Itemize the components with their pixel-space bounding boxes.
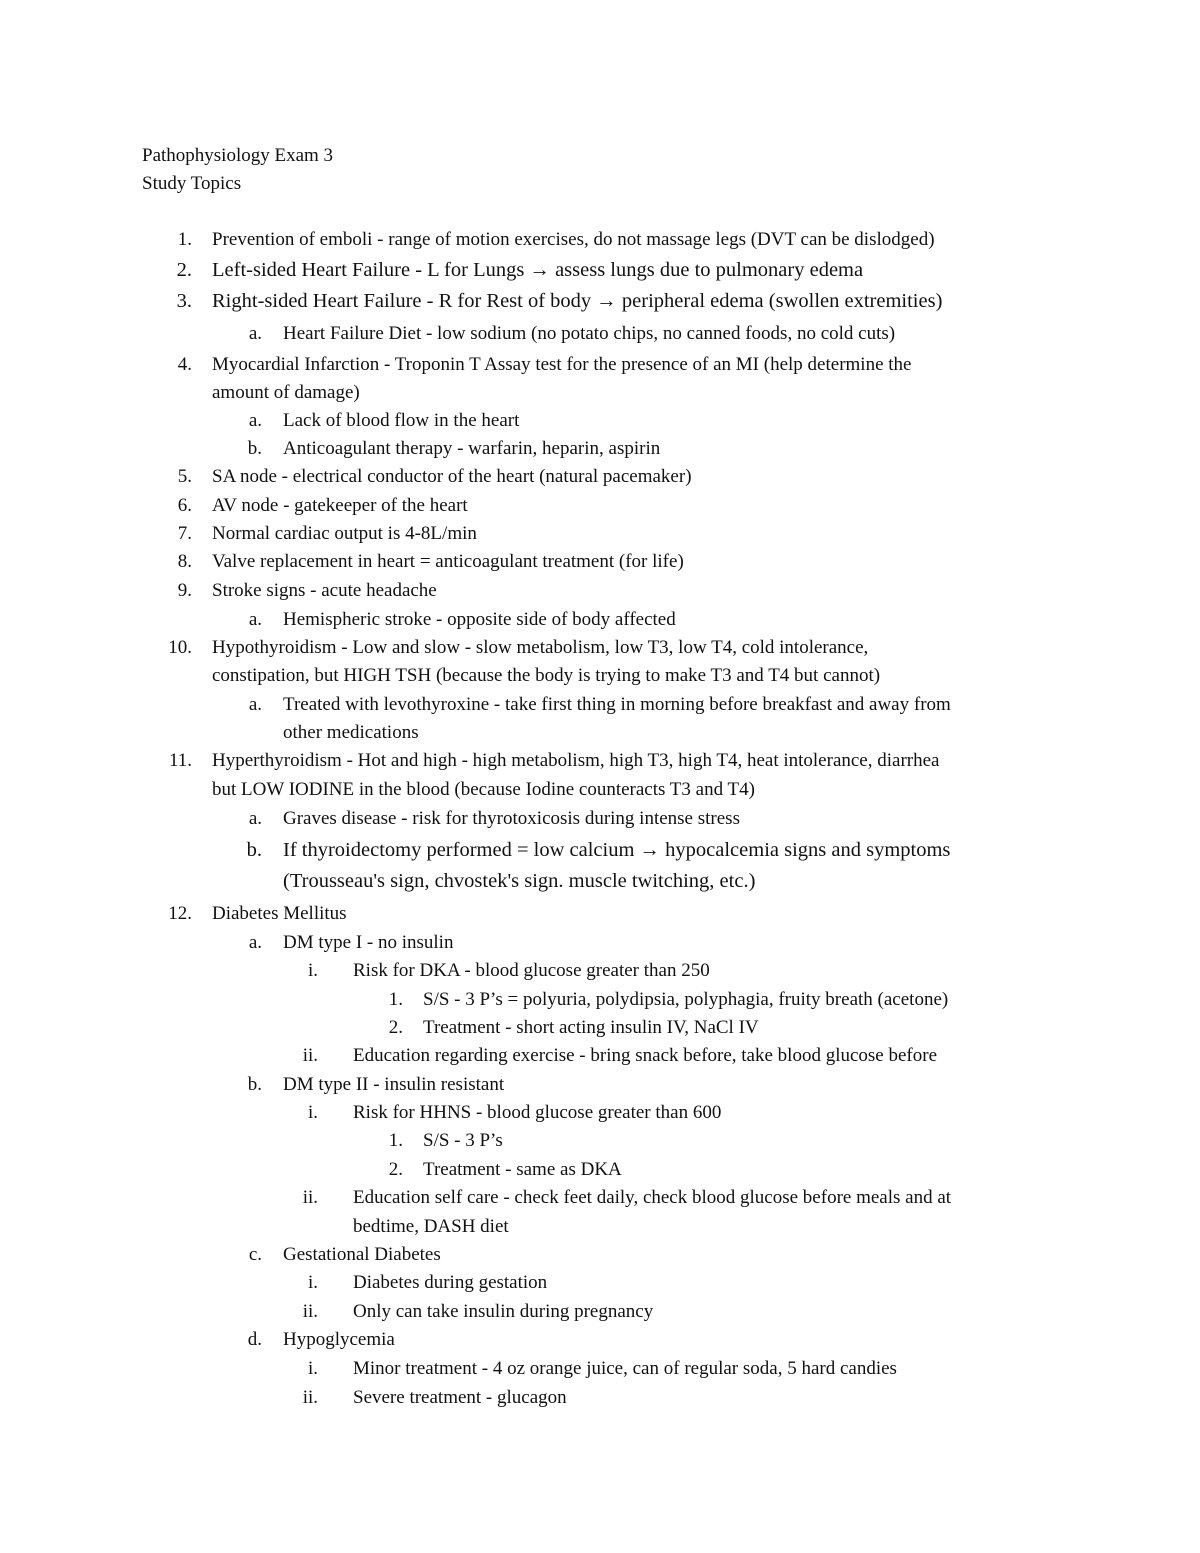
list-item-marker: 1. xyxy=(177,229,192,250)
document-title: Pathophysiology Exam 3 xyxy=(142,145,334,166)
sub-sub-sub-item-marker: 2. xyxy=(388,1017,403,1038)
list-item-text: Diabetes Mellitus xyxy=(212,903,347,924)
list-item-marker: 2. xyxy=(176,259,192,281)
sub-sub-item-marker: i. xyxy=(307,1102,318,1123)
sub-item-text: DM type II - insulin resistant xyxy=(283,1074,505,1095)
list-item-marker: 7. xyxy=(177,523,192,544)
sub-sub-item-text: Risk for HHNS - blood glucose greater than 600 xyxy=(353,1102,722,1123)
sub-sub-item-text: bedtime, DASH diet xyxy=(353,1216,509,1237)
list-item-marker: 5. xyxy=(177,466,192,487)
sub-item-text: Hemispheric stroke - opposite side of body affected xyxy=(283,609,676,630)
sub-sub-item-marker: ii. xyxy=(302,1187,318,1208)
list-item-text: AV node - gatekeeper of the heart xyxy=(212,495,468,516)
sub-item-marker: b. xyxy=(246,839,262,861)
sub-item-marker: a. xyxy=(248,609,262,630)
sub-sub-item-marker: i. xyxy=(307,1358,318,1379)
list-item-text: Stroke signs - acute headache xyxy=(212,580,437,601)
sub-sub-item-text: Education self care - check feet daily, check blood glucose before meals and at xyxy=(353,1187,952,1208)
sub-sub-item-text: Education regarding exercise - bring snack before, take blood glucose before xyxy=(353,1045,938,1066)
sub-item-text: Treated with levothyroxine - take first thing in morning before breakfast and away from xyxy=(283,694,951,715)
list-item-text: but LOW IODINE in the blood (because Iodine counteracts T3 and T4) xyxy=(212,779,755,800)
list-item-marker: 11. xyxy=(168,750,192,771)
sub-item-text: If thyroidectomy performed = low calcium → hypocalcemia signs and symptoms xyxy=(283,839,951,861)
sub-sub-item-marker: i. xyxy=(307,1272,318,1293)
list-item-text: Valve replacement in heart = anticoagulant treatment (for life) xyxy=(212,551,684,572)
sub-item-text: other medications xyxy=(283,722,419,743)
list-item-text: Prevention of emboli - range of motion exercises, do not massage legs (DVT can be dislodged) xyxy=(212,229,935,250)
sub-sub-item-marker: i. xyxy=(307,960,318,981)
sub-sub-item-text: Severe treatment - glucagon xyxy=(353,1387,567,1408)
sub-item-text: Lack of blood flow in the heart xyxy=(283,410,520,431)
list-item-marker: 4. xyxy=(177,354,192,375)
sub-item-marker: d. xyxy=(247,1329,262,1350)
list-item-text: Left-sided Heart Failure - L for Lungs → assess lungs due to pulmonary edema xyxy=(212,259,864,281)
sub-item-marker: b. xyxy=(247,1074,262,1095)
sub-item-marker: a. xyxy=(248,323,262,344)
list-item-text: amount of damage) xyxy=(212,382,360,403)
sub-item-text: DM type I - no insulin xyxy=(283,932,454,953)
list-item-marker: 10. xyxy=(168,637,192,658)
sub-item-marker: a. xyxy=(248,932,262,953)
list-item-text: Right-sided Heart Failure - R for Rest of body → peripheral edema (swollen extremities) xyxy=(212,290,943,312)
sub-item-marker: a. xyxy=(248,808,262,829)
sub-item-text: Graves disease - risk for thyrotoxicosis during intense stress xyxy=(283,808,740,829)
list-item-text: constipation, but HIGH TSH (because the body is trying to make T3 and T4 but cannot) xyxy=(212,665,881,686)
sub-sub-sub-item-text: S/S - 3 P’s = polyuria, polydipsia, polyphagia, fruity breath (acetone) xyxy=(423,989,949,1010)
list-item-marker: 9. xyxy=(177,580,192,601)
sub-item-text: Anticoagulant therapy - warfarin, heparin, aspirin xyxy=(283,438,661,459)
sub-sub-sub-item-text: Treatment - same as DKA xyxy=(423,1159,622,1180)
list-item-text: Normal cardiac output is 4-8L/min xyxy=(212,523,477,544)
sub-sub-item-marker: ii. xyxy=(302,1301,318,1322)
list-item-text: Hypothyroidism - Low and slow - slow metabolism, low T3, low T4, cold intolerance, xyxy=(212,637,869,658)
sub-sub-item-marker: ii. xyxy=(302,1387,318,1408)
list-item-text: SA node - electrical conductor of the heart (natural pacemaker) xyxy=(212,466,692,487)
sub-sub-sub-item-text: S/S - 3 P’s xyxy=(423,1130,503,1151)
sub-item-marker: b. xyxy=(247,438,262,459)
sub-sub-sub-item-marker: 1. xyxy=(388,989,403,1010)
list-item-marker: 6. xyxy=(177,495,192,516)
sub-sub-sub-item-marker: 1. xyxy=(388,1130,403,1151)
sub-sub-sub-item-text: Treatment - short acting insulin IV, NaCl IV xyxy=(423,1017,759,1038)
sub-sub-item-text: Only can take insulin during pregnancy xyxy=(353,1301,654,1322)
sub-sub-item-text: Diabetes during gestation xyxy=(353,1272,548,1293)
sub-item-marker: a. xyxy=(248,410,262,431)
sub-sub-item-text: Minor treatment - 4 oz orange juice, can of regular soda, 5 hard candies xyxy=(353,1358,897,1379)
list-item-marker: 12. xyxy=(168,903,192,924)
sub-sub-item-marker: ii. xyxy=(302,1045,318,1066)
sub-item-text: (Trousseau's sign, chvostek's sign. muscle twitching, etc.) xyxy=(283,870,756,892)
sub-item-text: Gestational Diabetes xyxy=(283,1244,441,1265)
sub-sub-item-text: Risk for DKA - blood glucose greater than 250 xyxy=(353,960,710,981)
list-item-text: Hyperthyroidism - Hot and high - high metabolism, high T3, high T4, heat intolerance, diarrhea xyxy=(212,750,940,771)
sub-item-text: Hypoglycemia xyxy=(283,1329,395,1350)
sub-item-text: Heart Failure Diet - low sodium (no potato chips, no canned foods, no cold cuts) xyxy=(283,323,896,344)
sub-item-marker: c. xyxy=(248,1244,262,1265)
list-item-text: Myocardial Infarction - Troponin T Assay test for the presence of an MI (help determine the xyxy=(212,354,912,375)
list-item-marker: 3. xyxy=(176,290,192,312)
sub-sub-sub-item-marker: 2. xyxy=(388,1159,403,1180)
list-item-marker: 8. xyxy=(177,551,192,572)
sub-item-marker: a. xyxy=(248,694,262,715)
document-subtitle: Study Topics xyxy=(142,173,242,194)
